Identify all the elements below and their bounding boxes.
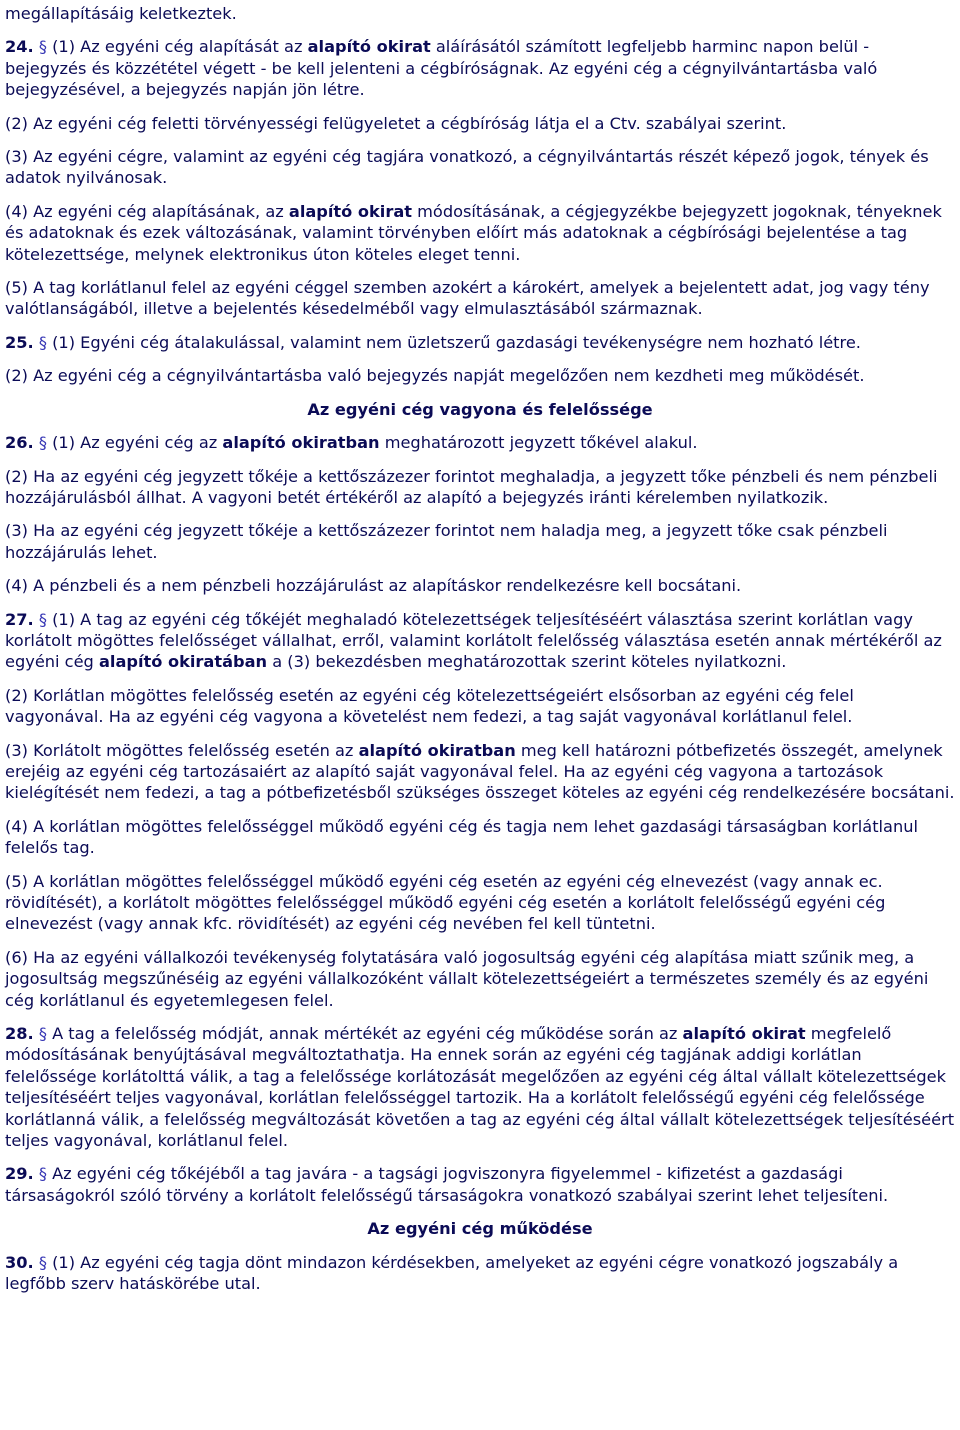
paragraph: [5, 575, 955, 596]
paragraph: [5, 146, 955, 189]
text-run: (2) Ha az egyéni cég jegyzett tőkéje a kettőszázezer forintot meghaladja, a jegyzett tőke pénzbeli és nem pénzbeli hozzájárulásból állhat. A vagyoni betét értékéről az alapító a bejegyzés iránti kérelemben nyilatkozik.: [5, 466, 938, 507]
paragraph: [5, 201, 955, 265]
text-run: (1) Egyéni cég átalakulással, valamint nem üzletszerű gazdasági tevékenységre nem hozható létre.: [46, 332, 861, 352]
paragraph: [5, 947, 955, 1011]
emphasis-term: alapító okiratban: [222, 433, 380, 453]
paragraph: [5, 36, 955, 100]
text-run: megállapításáig keletkeztek.: [5, 4, 237, 23]
text-run: módosításának, a cégjegyzékbe bejegyzett jogoknak, tényeknek és adatoknak és ezek változásának, valamint törvényben előírt más adatoknak a cégbírósági bejelentése a tag kötelezettsége, melynek elektronikus úton köteles eleget tenni.: [5, 201, 942, 264]
paragraph: [5, 520, 955, 563]
paragraph: [5, 1163, 955, 1206]
text-run: (1) Az egyéni cég tagja dönt mindazon kérdésekben, amelyeket az egyéni cégre vonatkozó jogszabály a legfőbb szerv hatáskörébe utal.: [5, 1252, 899, 1294]
section-number: 29.: [5, 1164, 34, 1184]
text-run: (3) Az egyéni cégre, valamint az egyéni cég tagjára vonatkozó, a cégnyilvántartás részét képező jogok, tények és adatok nyilvánosak.: [5, 147, 929, 188]
section-sign: §: [38, 1252, 47, 1272]
paragraph: [5, 685, 955, 728]
text-run: (2) Az egyéni cég a cégnyilvántartásba való bejegyzés napját megelőzően nem kezdheti meg működését.: [5, 366, 865, 386]
text-run: (1) Az egyéni cég az: [46, 433, 223, 453]
text-run: (4) A korlátlan mögöttes felelősséggel működő egyéni cég és tagja nem lehet gazdasági társaságban korlátlanul felelős tag.: [5, 816, 918, 858]
text-run: (6) Ha az egyéni vállalkozói tevékenység folytatására való jogosultság egyéni cég alapítása miatt szűnik meg, a jogosultság megszűnéséig az egyéni vállalkozóként vállalt kötelezettségeiért a természetes személy és az egyéni cég korlátlanul és egyetemlegesen felel.: [5, 947, 929, 1010]
paragraph: [5, 365, 955, 386]
text-run: aláírásától számított legfeljebb harminc napon belül - bejegyzés és közzététel végett - be kell jelenteni a cégbíróságnak. Az egyéni cég a cégnyilvántartásba való bejegyzésével, a bejegyzés napján jön létre.: [5, 37, 878, 100]
paragraph: [5, 432, 955, 453]
text-run: (4) A pénzbeli és a nem pénzbeli hozzájárulást az alapításkor rendelkezésre kell bocsátani.: [5, 576, 742, 596]
document-body: [0, 3, 960, 1295]
paragraph: [5, 3, 955, 24]
paragraph: [5, 466, 955, 509]
section-sign: §: [38, 332, 47, 352]
text-run: (3) Korlátolt mögöttes felelősség esetén az: [5, 740, 359, 760]
text-run: Az egyéni cég tőkéjéből a tag javára - a tagsági jogviszonyra figyelemmel - kifizetést a gazdasági társaságokról szóló törvény a korlátolt felelősségű társaságokra vonatkozó szabályai szerint lehet teljesíteni.: [5, 1164, 889, 1205]
paragraph: [5, 740, 955, 804]
text-run: A tag a felelősség módját, annak mértékét az egyéni cég működése során az: [46, 1024, 683, 1044]
emphasis-term: alapító okirat: [307, 37, 431, 57]
section-number: 26.: [5, 433, 34, 453]
paragraph: [5, 609, 955, 673]
text-run: Az egyéni cég működése: [367, 1219, 593, 1239]
emphasis-term: alapító okiratban: [358, 740, 516, 760]
text-run: (3) Ha az egyéni cég jegyzett tőkéje a kettőszázezer forintot nem haladja meg, a jegyzett tőke csak pénzbeli hozzájárulás lehet.: [5, 521, 888, 562]
paragraph: [5, 871, 955, 935]
section-sign: §: [38, 609, 47, 629]
text-run: Az egyéni cég vagyona és felelőssége: [307, 399, 653, 419]
section-sign: §: [38, 433, 47, 453]
text-run: a (3) bekezdésben meghatározottak szerint köteles nyilatkozni.: [267, 652, 787, 672]
section-number: 28.: [5, 1024, 34, 1044]
paragraph: [5, 113, 955, 134]
text-run: (5) A korlátlan mögöttes felelősséggel működő egyéni cég esetén az egyéni cég elnevezést (vagy annak ec. rövidítését), a korlátolt mögöttes felelősséggel működő egyéni cég esetén a korlátolt felelősségű egyéni cég elnevezést (vagy annak kfc. rövidítését) az egyéni cég nevében fel kell tüntetni.: [5, 871, 886, 934]
text-run: (1) Az egyéni cég alapítását az: [46, 37, 308, 57]
section-sign: §: [38, 37, 47, 57]
paragraph: [5, 332, 955, 353]
paragraph: [5, 1023, 955, 1151]
section-number: 24.: [5, 37, 34, 57]
section-heading: [5, 399, 955, 420]
section-sign: §: [38, 1164, 47, 1184]
paragraph: [5, 1252, 955, 1295]
section-sign: §: [38, 1024, 47, 1044]
text-run: megfelelő módosításának benyújtásával megváltoztathatja. Ha ennek során az egyéni cég tagjának addigi korlátlan felelőssége korlátolttá válik, a tag a felelőssége korlátozását megelőzően az egyéni cég által vállalt kötelezettségek teljesítéséért teljes vagyonával, korlátlan felelősséggel tartozik. Ha a korlátolt felelősségű egyéni cég felelőssége korlátlanná válik, a felelősség megváltozását követően a tag az egyéni cég által vállalt kötelezettségek teljesítéséért teljes vagyonával, korlátlanul felel.: [5, 1024, 955, 1151]
emphasis-term: alapító okirat: [682, 1024, 806, 1044]
paragraph: [5, 277, 955, 320]
text-run: (1) A tag az egyéni cég tőkéjét meghaladó kötelezettségek teljesítéséért választása szerint korlátlan vagy korlátolt mögöttes felelősséget vállalhat, erről, valamint korlátolt felelősség választása esetén annak mértékéről az egyéni cég: [5, 609, 942, 672]
text-run: (4) Az egyéni cég alapításának, az: [5, 201, 289, 221]
paragraph: [5, 816, 955, 859]
section-number: 25.: [5, 332, 34, 352]
section-heading: [5, 1218, 955, 1239]
text-run: (2) Korlátlan mögöttes felelősség esetén az egyéni cég kötelezettségeiért elsősorban az egyéni cég felel vagyonával. Ha az egyéni cég vagyona a követelést nem fedezi, a tag saját vagyonával korlátlanul felel.: [5, 685, 854, 727]
text-run: (2) Az egyéni cég feletti törvényességi felügyeletet a cégbíróság látja el a Ctv. szabályai szerint.: [5, 113, 787, 133]
text-run: meg kell határozni pótbefizetés összegét, amelynek erejéig az egyéni cég tartozásaiért az alapító saját vagyonával felel. Ha az egyéni cég vagyona a tartozások kielégítését nem fedezi, a tag a pótbefizetésből szükséges összeget köteles az egyéni cég rendelkezésére bocsátani.: [5, 740, 955, 803]
section-number: 27.: [5, 609, 34, 629]
section-number: 30.: [5, 1252, 34, 1272]
text-run: (5) A tag korlátlanul felel az egyéni céggel szemben azokért a károkért, amelyek a bejelentett adat, jog vagy tény valótlanságából, illetve a bejelentés késedelméből vagy elmulasztásából származnak.: [5, 278, 930, 319]
emphasis-term: alapító okiratában: [98, 652, 268, 672]
text-run: meghatározott jegyzett tőkével alakul.: [379, 433, 698, 453]
emphasis-term: alapító okirat: [288, 201, 412, 221]
